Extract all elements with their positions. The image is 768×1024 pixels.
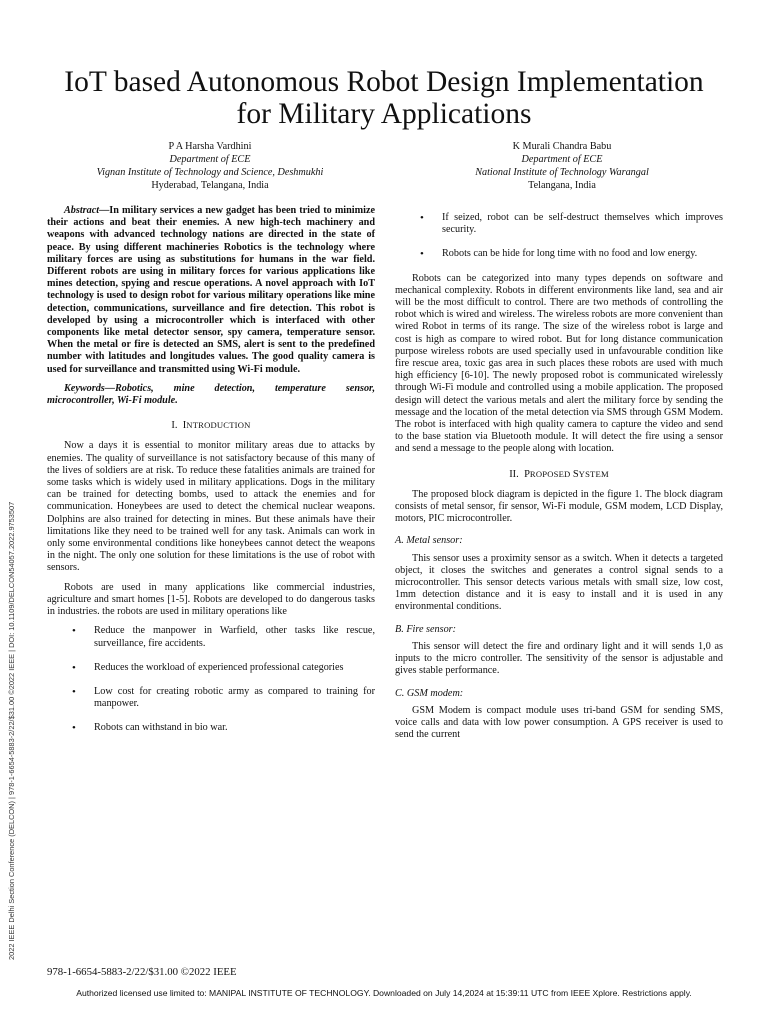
author-department: Department of ECE xyxy=(169,154,251,165)
author-block-1 xyxy=(60,140,360,192)
keywords-label: Keywords xyxy=(64,382,105,394)
right-column xyxy=(395,206,723,748)
author-department: Department of ECE xyxy=(521,154,603,165)
author-institute: National Institute of Technology Warangal xyxy=(475,167,649,178)
military-uses-list xyxy=(47,625,375,734)
paper-title xyxy=(30,66,738,130)
list-item: • Reduce the manpower in Warfield, other tasks like rescue, surveillance, fire accidents. xyxy=(47,625,375,649)
title-line-2: for Military Applications xyxy=(236,98,532,130)
author-block-2 xyxy=(412,140,712,192)
author-location: Telangana, India xyxy=(528,180,596,191)
abstract-text: —In military services a new gadget has been tried to minimize their actions and beat their enemies. A new high-tech machinery and weapons with advanced technology nations are directed in the state of peace. By using different machineries Robotics is the technology where military forces are using as substitutions for humans in the war field. Different robots are using in military forces for various applications like mines detection, spying and rescue operations. A novel approach with IoT technology is used to design robot for various military operations like mine detection, communications, surveillance and fire detection. This robot is developed by using a microcontroller which is interfaced with other components like metal detector sensor, spy camera, temperature sensor. When the metal or fire is detected an SMS, alert is sent to the predefined number with latitudes and longitudes values. The good quality camera is used for surveillance and transmitted using Wi-Fi module. xyxy=(47,205,375,375)
keywords-text: —Robotics, mine detection, temperature sensor, microcontroller, Wi-Fi module. xyxy=(47,382,375,407)
author-institute: Vignan Institute of Technology and Science, Deshmukhi xyxy=(96,167,324,178)
metal-sensor-paragraph: This sensor uses a proximity sensor as a switch. When it detects a targeted object, it closes the switches and generates a control signal sends to a microcontroller. This sensor detects various metals with small size, low cost, 1mm detection distance and it is easy to install and it is used in any environmental conditions. xyxy=(395,552,723,613)
section-heading-introduction: I. INTRODUCTION xyxy=(171,420,251,432)
footer-isbn: 978-1-6654-5883-2/22/$31.00 ©2022 IEEE xyxy=(47,966,237,978)
left-column xyxy=(47,205,375,747)
gsm-modem-paragraph: GSM Modem is compact module uses tri-band GSM for sending SMS, voice calls and data with low power consumption. A GPS receiver is used to send the current xyxy=(395,704,723,741)
subsection-gsm-modem: C. GSM modem: xyxy=(395,687,464,699)
abstract-label: Abstract xyxy=(64,205,100,216)
intro-paragraph-1: Now a days it is essential to monitor military areas due to attacks by enemies. The quality of surveillance is not satisfactory because of this many of the lives of soldiers are at risk. To reduce these fatalities animals are trained for some tasks which is widely used in military applications. Dogs in the military can be trained for detecting bombs, used to attack the enemies and for communication. Honeybees are used to detect the chemical nuclear weapons. Dolphins are also trained for detecting in mines. But these animals have their limitations like they need to be trained well for any task. Animals can work in only some environmental conditions like honeybees cannot detect the weapons in the night. The only one solution for these limitations is the use of robot with sensors. xyxy=(47,440,375,574)
author-name: K Murali Chandra Babu xyxy=(512,141,612,152)
author-name: P A Harsha Vardhini xyxy=(168,141,252,152)
intro-paragraph-2: Robots are used in many applications like commercial industries, agriculture and smart homes [1-5]. Robots are developed to do dangerous tasks in industries. the robots are used in military operations like xyxy=(47,581,375,618)
list-item: • If seized, robot can be self-destruct themselves which improves security. xyxy=(395,212,723,236)
author-location: Hyderabad, Telangana, India xyxy=(151,180,269,191)
robot-categories-paragraph: Robots can be categorized into many types depends on software and mechanical complexity. Robots in different environments like land, sea and air will be the most difficult to control. There are two methods of controlling the robot which is wired and wireless. The wireless robots are more convenient than wired Robot in terms of its range. The size of the wireless robot is large and cost is high as compare to wired robot. But for long distance communication purpose wireless robots are used specially used in unfavourable condition like fire rescue area, toxic gas area in such places these robots are used with much high efficiency [6-10]. The newly proposed robot is communicated wirelessly through Wi-Fi module and controlled using a mobile application. The proposed design will detect the various metals and alert the military force by sending the message and the location of the metal detection via SMS through GSM Modem. The robot is interfaced with high quality camera to capture the video and send to the base station via Bluetooth module. It will detect the fire using a sensor and send a message to the people along with location. xyxy=(395,272,723,455)
list-item: • Reduces the workload of experienced professional categories xyxy=(47,662,375,674)
abstract xyxy=(47,205,375,376)
list-item: • Low cost for creating robotic army as compared to training for manpower. xyxy=(47,686,375,710)
conference-sidebar-text: 2022 IEEE Delhi Section Conference (DELCON) | 978-1-6654-5883-2/22/$31.00 ©2022 IEEE | DOI: 10.1109/DELCON54057.2022.9753507 xyxy=(7,501,16,960)
subsection-fire-sensor: B. Fire sensor: xyxy=(395,623,457,635)
keywords xyxy=(47,383,375,407)
military-uses-list-continued xyxy=(395,212,723,261)
title-line-1: IoT based Autonomous Robot Design Implementation xyxy=(64,66,704,98)
list-item: • Robots can be hide for long time with no food and low energy. xyxy=(395,248,723,260)
footer-authorization-notice: Authorized licensed use limited to: MANIPAL INSTITUTE OF TECHNOLOGY. Downloaded on July 14,2024 at 15:39:11 UTC from IEEE Xplore. Restrictions apply. xyxy=(76,988,692,998)
list-item: • Robots can withstand in bio war. xyxy=(47,722,375,734)
section-heading-proposed-system: II. PROPOSED SYSTEM xyxy=(509,468,609,480)
proposed-paragraph: The proposed block diagram is depicted in the figure 1. The block diagram consists of metal sensor, fir sensor, Wi-Fi module, GSM modem, LCD Display, motors, PIC microcontroller. xyxy=(395,488,723,525)
subsection-metal-sensor: A. Metal sensor: xyxy=(395,535,463,547)
fire-sensor-paragraph: This sensor will detect the fire and ordinary light and it will sends 1,0 as inputs to the micro controller. The sensitivity of the sensor is adjustable and gives stable performance. xyxy=(395,640,723,677)
